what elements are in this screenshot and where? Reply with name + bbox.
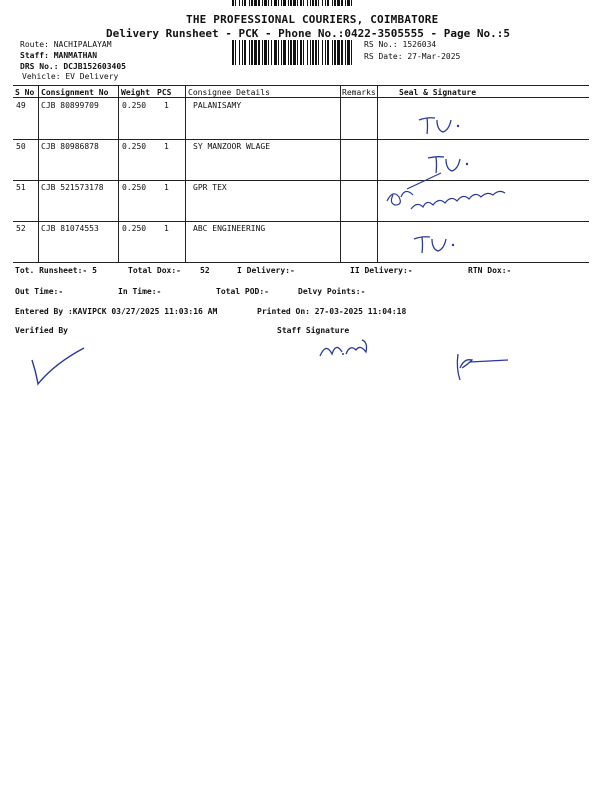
barcode-bar — [264, 0, 267, 6]
barcode-bar — [268, 0, 269, 6]
barcode-bar — [244, 40, 246, 65]
row-sno: 50 — [16, 142, 26, 151]
barcode-bar — [239, 0, 240, 6]
table-top-border — [13, 85, 589, 86]
barcode-bar — [274, 0, 277, 6]
barcode-bar — [254, 0, 257, 6]
total-dox-value: 52 — [200, 266, 210, 275]
col-header-sno: S No — [15, 88, 35, 97]
barcode-bar — [337, 0, 340, 6]
row-divider — [13, 139, 589, 140]
barcode-bar — [288, 0, 289, 6]
col-header-seal-signature: Seal & Signature — [399, 88, 477, 97]
delivery-points-label: Delvy Points:- — [298, 287, 366, 296]
barcode-bar — [235, 0, 236, 6]
row-divider — [13, 221, 589, 222]
barcode-bar — [268, 40, 269, 65]
row-consignee: ABC ENGINEERING — [193, 224, 266, 233]
barcode-bar — [283, 40, 286, 65]
barcode-bar — [334, 40, 336, 65]
barcode-bar — [345, 40, 346, 65]
barcode-bar — [278, 0, 279, 6]
verified-by-signature — [28, 342, 92, 392]
handwritten-phone-number — [383, 165, 513, 215]
route-label: Route: NACHIPALAYAM — [20, 40, 112, 49]
in-time-label: In Time:- — [118, 287, 162, 296]
barcode-bar — [297, 40, 298, 65]
handwritten-mark — [450, 348, 514, 388]
barcode-bar — [251, 40, 253, 65]
barcode-bar — [310, 40, 311, 65]
barcode-bar — [235, 40, 236, 65]
row-pcs: 1 — [164, 183, 169, 192]
barcode-bar — [341, 0, 343, 6]
barcode-bar — [351, 0, 352, 6]
barcode-bar — [341, 40, 343, 65]
barcode-bar — [274, 40, 277, 65]
barcode-bar — [293, 0, 296, 6]
barcode-bar — [251, 0, 253, 6]
barcode-bar — [327, 0, 329, 6]
barcode-bar — [307, 40, 308, 65]
entered-by: Entered By :KAVIPCK 03/27/2025 11:03:16 AM — [15, 307, 218, 316]
handwritten-signature — [410, 233, 460, 257]
barcode-bar — [312, 0, 314, 6]
barcode — [232, 40, 354, 65]
barcode-bar — [337, 40, 340, 65]
row-pcs: 1 — [164, 101, 169, 110]
barcode-bar — [300, 0, 302, 6]
column-divider — [38, 85, 39, 262]
col-header-remarks: Remarks — [342, 88, 376, 97]
row-weight: 0.250 — [122, 183, 147, 192]
barcode-bar — [232, 40, 234, 65]
staff-label: Staff: MANMATHAN — [20, 51, 98, 60]
barcode-bar — [303, 0, 304, 6]
barcode-bar — [347, 40, 350, 65]
vehicle-label: Vehicle: EV Delivery — [22, 72, 119, 81]
drs-number: DRS No.: DCJB152603405 — [20, 62, 126, 71]
barcode-bar — [315, 0, 317, 6]
row-sno: 49 — [16, 101, 26, 110]
barcode-bar — [258, 40, 260, 65]
barcode-bar — [249, 40, 250, 65]
row-consignment-no: CJB 80899709 — [41, 101, 99, 110]
barcode-bar — [322, 0, 323, 6]
row-sno: 51 — [16, 183, 26, 192]
rs-number: RS No.: 1526034 — [364, 40, 437, 49]
row-consignment-no: CJB 521573178 — [41, 183, 104, 192]
barcode-bar — [310, 0, 311, 6]
column-divider — [340, 85, 341, 262]
barcode-bar — [271, 0, 272, 6]
barcode-bar — [281, 40, 282, 65]
row-sno: 52 — [16, 224, 26, 233]
barcode-bar — [258, 0, 260, 6]
row-weight: 0.250 — [122, 224, 147, 233]
staff-signature — [316, 334, 376, 364]
verified-by-label: Verified By — [15, 326, 68, 335]
barcode-bar — [283, 0, 286, 6]
runsheet-subtitle: Delivery Runsheet - PCK - Phone No.:0422-3505555 - Page No.:5 — [106, 27, 510, 40]
staff-signature-label: Staff Signature — [277, 326, 350, 335]
col-header-consignment: Consignment No — [41, 88, 109, 97]
barcode-bar — [290, 40, 292, 65]
company-title: THE PROFESSIONAL COURIERS, COIMBATORE — [186, 13, 439, 26]
table-header-border — [13, 97, 589, 98]
row-consignee: PALANISAMY — [193, 101, 242, 110]
barcode-bar — [318, 0, 319, 6]
table-bottom-border — [13, 262, 589, 263]
total-dox-label: Total Dox:- — [128, 266, 181, 275]
barcode-bar — [242, 40, 243, 65]
col-header-pcs: PCS — [157, 88, 172, 97]
row-consignment-no: CJB 81074553 — [41, 224, 99, 233]
handwritten-signature — [415, 112, 465, 138]
barcode-bar — [293, 40, 296, 65]
column-divider — [377, 85, 378, 262]
barcode-bar — [307, 0, 308, 6]
barcode-bar — [254, 40, 257, 65]
barcode-bar — [262, 0, 263, 6]
barcode-top-fragment — [232, 0, 354, 6]
barcode-bar — [297, 0, 298, 6]
barcode-bar — [322, 40, 323, 65]
first-delivery-label: I Delivery:- — [237, 266, 295, 275]
barcode-bar — [325, 0, 326, 6]
barcode-bar — [278, 40, 279, 65]
barcode-bar — [262, 40, 263, 65]
barcode-bar — [281, 0, 282, 6]
col-header-consignee: Consignee Details — [188, 88, 270, 97]
total-runsheet: Tot. Runsheet:- 5 — [15, 266, 97, 275]
second-delivery-label: II Delivery:- — [350, 266, 413, 275]
barcode-bar — [244, 0, 246, 6]
column-divider — [185, 85, 186, 262]
barcode-bar — [347, 0, 350, 6]
row-weight: 0.250 — [122, 101, 147, 110]
barcode-bar — [315, 40, 317, 65]
row-pcs: 1 — [164, 224, 169, 233]
barcode-bar — [334, 0, 336, 6]
row-consignee: GPR TEX — [193, 183, 227, 192]
barcode-bar — [303, 40, 304, 65]
row-consignee: SY MANZOOR WLAGE — [193, 142, 271, 151]
barcode-bar — [242, 0, 243, 6]
barcode-bar — [312, 40, 314, 65]
barcode-bar — [318, 40, 319, 65]
barcode-bar — [239, 40, 240, 65]
row-consignment-no: CJB 80986878 — [41, 142, 99, 151]
barcode-bar — [325, 40, 326, 65]
out-time-label: Out Time:- — [15, 287, 64, 296]
barcode-bar — [232, 0, 234, 6]
row-pcs: 1 — [164, 142, 169, 151]
barcode-bar — [271, 40, 272, 65]
barcode-bar — [264, 40, 267, 65]
barcode-bar — [290, 0, 292, 6]
printed-on: Printed On: 27-03-2025 11:04:18 — [257, 307, 407, 316]
barcode-bar — [327, 40, 329, 65]
barcode-bar — [351, 40, 352, 65]
barcode-bar — [345, 0, 346, 6]
barcode-bar — [300, 40, 302, 65]
barcode-bar — [332, 0, 333, 6]
barcode-bar — [332, 40, 333, 65]
rs-date: RS Date: 27-Mar-2025 — [364, 52, 461, 61]
row-weight: 0.250 — [122, 142, 147, 151]
total-pod-label: Total POD:- — [216, 287, 269, 296]
barcode-bar — [249, 0, 250, 6]
col-header-weight: Weight — [121, 88, 150, 97]
rtn-dox-label: RTN Dox:- — [468, 266, 512, 275]
barcode-bar — [288, 40, 289, 65]
column-divider — [118, 85, 119, 262]
